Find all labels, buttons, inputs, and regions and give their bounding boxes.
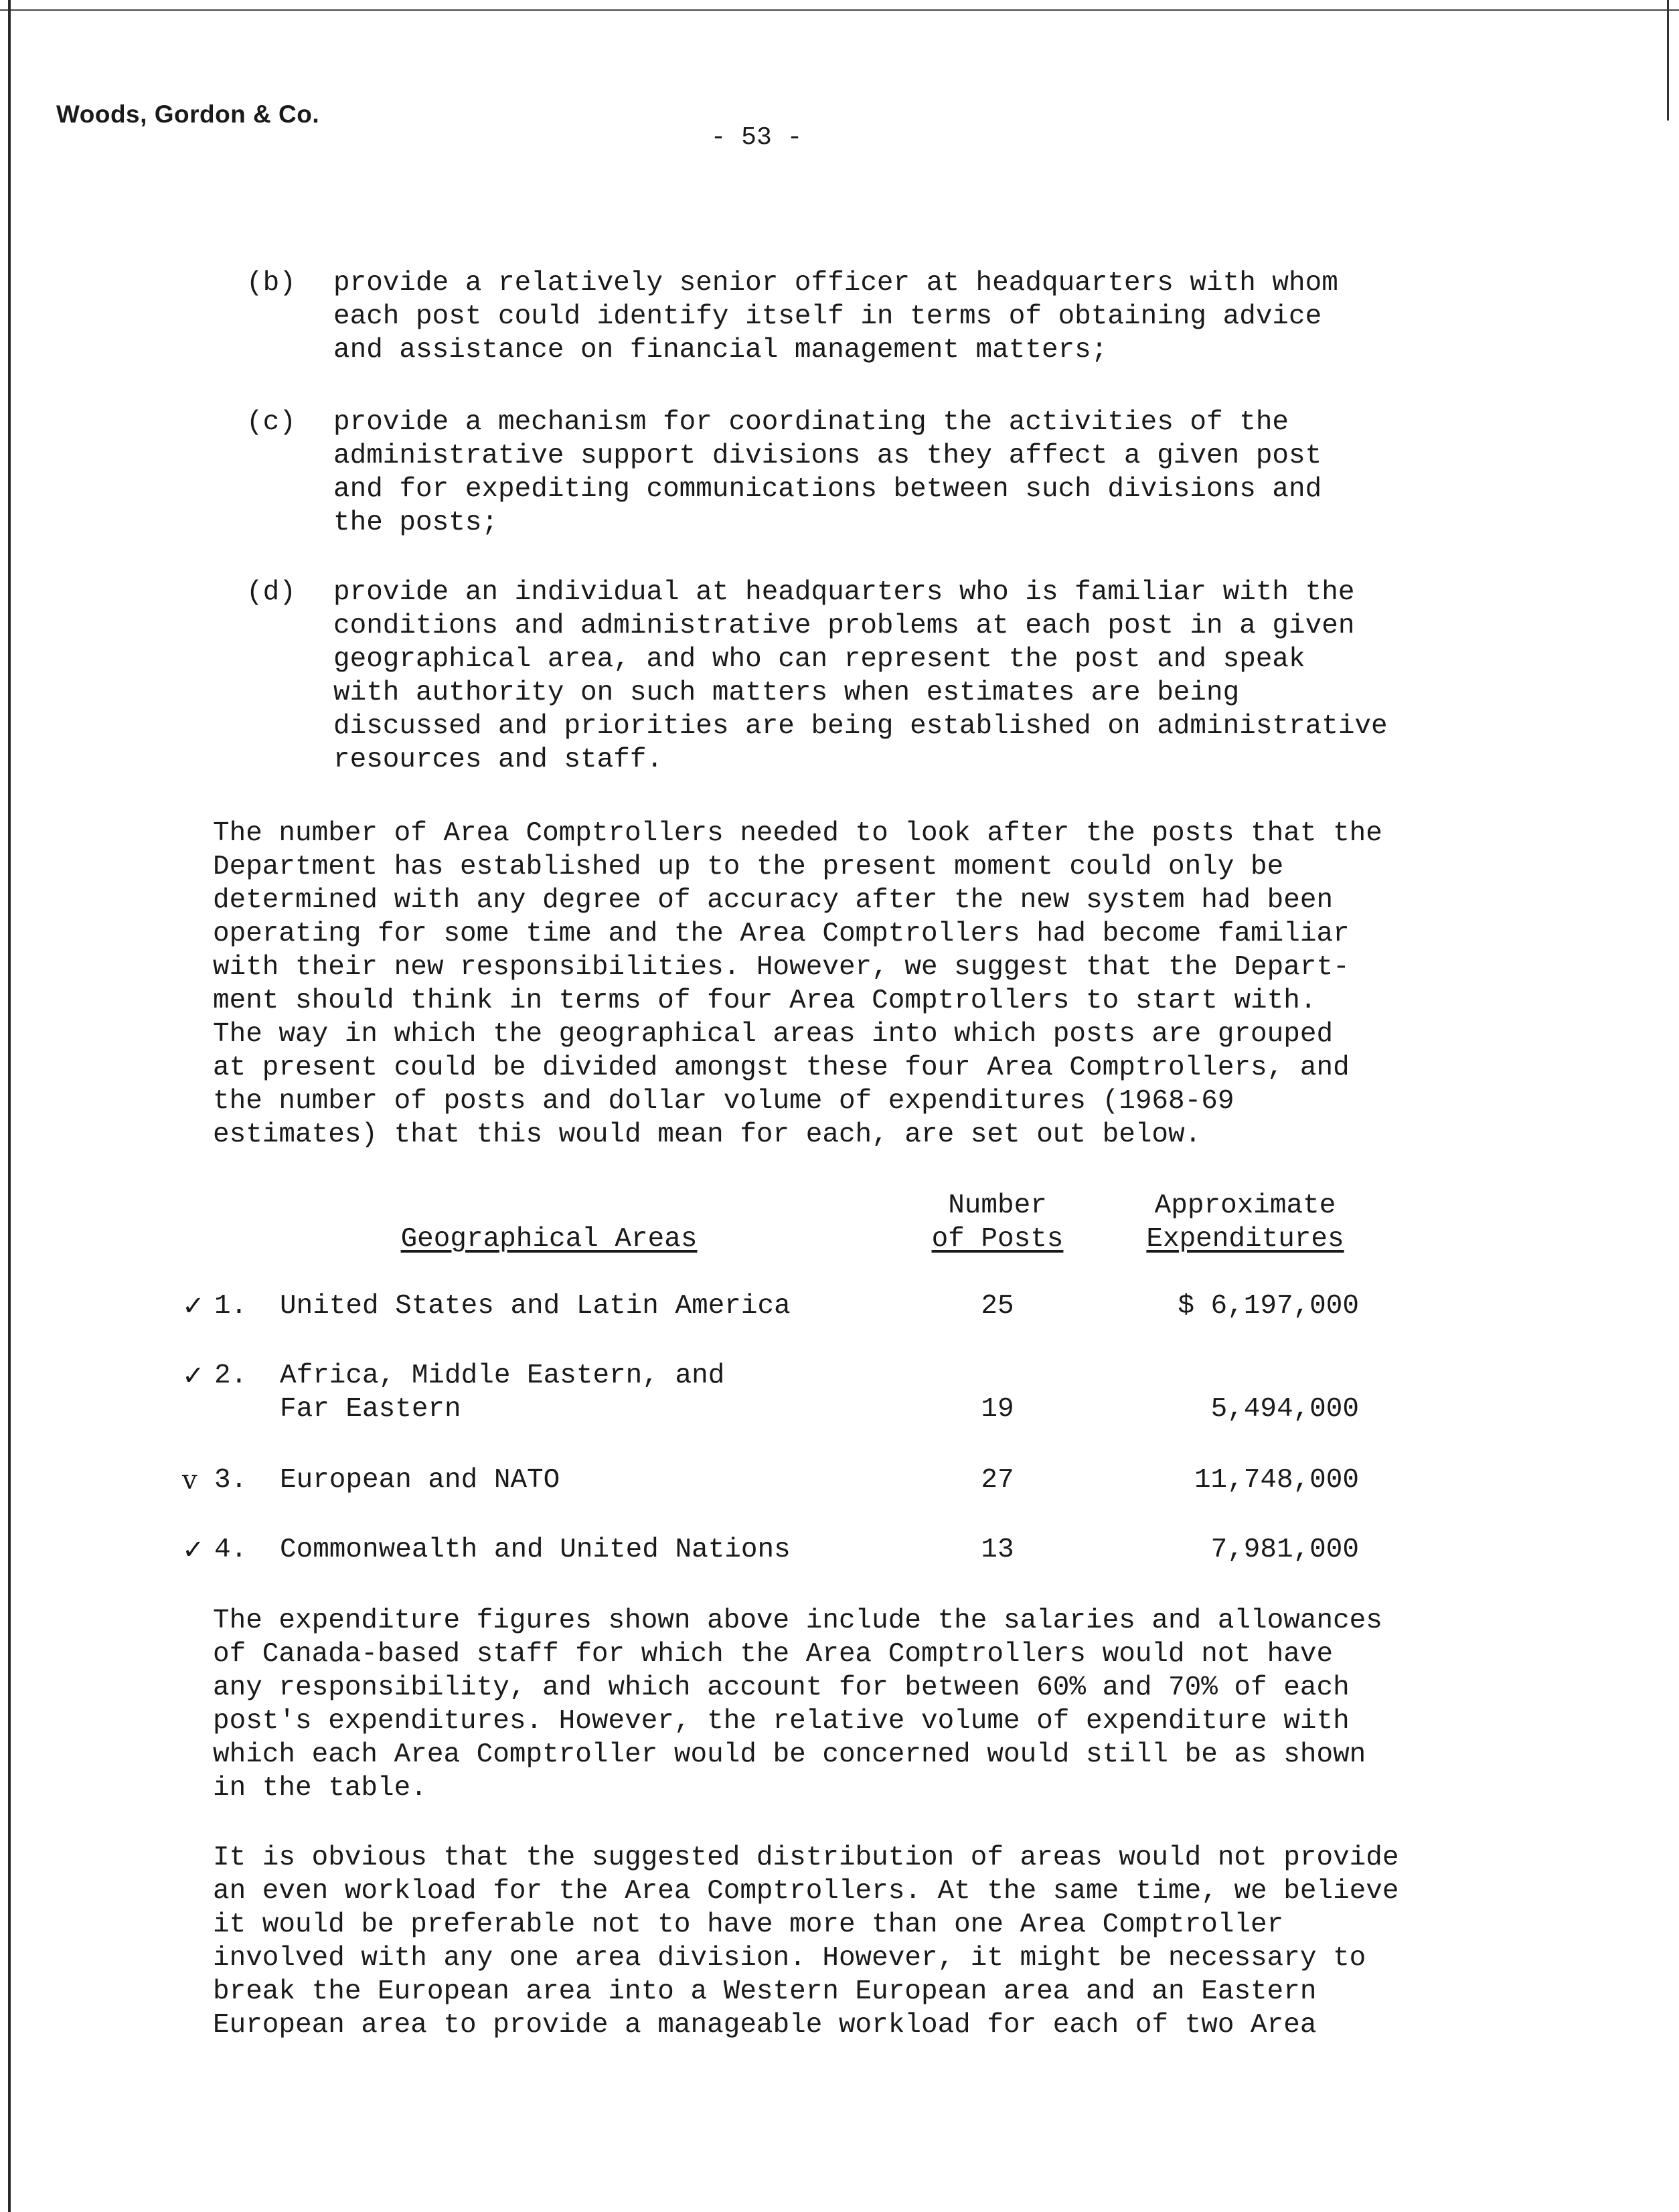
page-top-edge <box>0 0 1679 11</box>
paragraph-expenditure-note <box>213 1604 1382 1805</box>
text-line: administrative support divisions as they affect a given post <box>333 441 1322 471</box>
text-line: an even workload for the Area Comptrollers. At the same time, we believe <box>213 1876 1399 1907</box>
text-line: in the table. <box>213 1773 427 1804</box>
text-line: estimates) that this would mean for each, are set out below. <box>213 1119 1202 1150</box>
row-number: 3. <box>214 1465 248 1496</box>
expenditure-value: 7,981,000 <box>1210 1534 1359 1565</box>
text-line: It is obvious that the suggested distribution of areas would not provide <box>213 1842 1399 1873</box>
text-line: provide an individual at headquarters who is familiar with the <box>333 577 1355 608</box>
text-line: it would be preferable not to have more than one Area Comptroller <box>213 1909 1284 1940</box>
text-line: and for expediting communications between such divisions and <box>333 474 1322 505</box>
expenditure-value: 11,748,000 <box>1194 1465 1359 1496</box>
area-name: European and NATO <box>280 1465 560 1496</box>
text-line: and assistance on financial management matters; <box>333 335 1108 366</box>
text-line: The number of Area Comptrollers needed to look after the posts that the <box>213 818 1382 849</box>
column-header-posts: Number of Posts <box>931 1190 1064 1255</box>
expenditure-value: 5,494,000 <box>1210 1394 1359 1425</box>
posts-count: 25 <box>981 1291 1014 1322</box>
list-marker: (b) <box>246 268 296 299</box>
check-mark: v <box>182 1465 197 1496</box>
area-name: Commonwealth and United Nations <box>280 1534 791 1565</box>
text-line: with authority on such matters when estimates are being <box>333 678 1240 708</box>
column-header-expenditures: Approximate Expenditures <box>1146 1190 1344 1255</box>
column-header-area: Geographical Areas <box>400 1224 698 1255</box>
text-line: The way in which the geographical areas into which posts are grouped <box>213 1019 1334 1050</box>
text-line: ment should think in terms of four Area Comptrollers to start with. <box>213 985 1317 1016</box>
posts-count: 13 <box>981 1534 1014 1565</box>
page-right-edge <box>1667 0 1669 121</box>
check-mark: ✓ <box>182 1534 205 1565</box>
text-line: involved with any one area division. However, it might be necessary to <box>213 1943 1366 1974</box>
list-item-text <box>333 576 1388 777</box>
text-line: conditions and administrative problems at each post in a given <box>333 611 1355 641</box>
text-line: geographical area, and who can represent the post and speak <box>333 644 1305 675</box>
paragraph-workload <box>213 1841 1399 2042</box>
text-line: any responsibility, and which account for between 60% and 70% of each <box>213 1672 1350 1703</box>
paragraph-area-comptrollers <box>213 817 1382 1152</box>
text-line: provide a mechanism for coordinating the activities of the <box>333 407 1289 438</box>
posts-count: 27 <box>981 1465 1014 1496</box>
list-item-text <box>333 406 1322 540</box>
text-line: of Canada-based staff for which the Area Comptrollers would not have <box>213 1639 1334 1670</box>
text-line: European area to provide a manageable workload for each of two Area <box>213 2010 1317 2041</box>
expenditure-value: $ 6,197,000 <box>1178 1291 1359 1322</box>
text-line: with their new responsibilities. However, we suggest that the Depart- <box>213 952 1350 983</box>
text-line: resources and staff. <box>333 744 663 775</box>
list-item-text <box>333 266 1338 367</box>
page-left-edge <box>8 0 11 2212</box>
text-line: each post could identify itself in terms of obtaining advice <box>333 301 1322 332</box>
list-marker: (c) <box>246 407 296 438</box>
text-line: at present could be divided amongst these four Area Comptrollers, and <box>213 1052 1350 1083</box>
posts-count: 19 <box>981 1394 1014 1425</box>
row-number: 1. <box>214 1291 248 1322</box>
text-line: Department has established up to the present moment could only be <box>213 852 1284 882</box>
row-number: 2. <box>214 1360 248 1391</box>
text-line: the number of posts and dollar volume of expenditures (1968-69 <box>213 1086 1234 1117</box>
check-mark: ✓ <box>182 1291 205 1322</box>
text-line: determined with any degree of accuracy after the new system had been <box>213 885 1334 916</box>
text-line: post's expenditures. However, the relative volume of expenditure with <box>213 1706 1350 1737</box>
text-line: operating for some time and the Area Comptrollers had become familiar <box>213 919 1350 949</box>
list-marker: (d) <box>246 577 296 608</box>
text-line: discussed and priorities are being established on administrative <box>333 711 1388 742</box>
check-mark: ✓ <box>182 1360 205 1391</box>
area-name: United States and Latin America <box>280 1291 791 1322</box>
text-line: provide a relatively senior officer at headquarters with whom <box>333 268 1338 299</box>
row-number: 4. <box>214 1534 248 1565</box>
firm-name: Woods, Gordon & Co. <box>56 100 320 128</box>
area-name: Africa, Middle Eastern, and <box>280 1360 725 1391</box>
text-line: The expenditure figures shown above include the salaries and allowances <box>213 1605 1382 1636</box>
page-number: - 53 - <box>710 123 803 152</box>
text-line: the posts; <box>333 507 499 538</box>
text-line: break the European area into a Western European area and an Eastern <box>213 1976 1317 2007</box>
area-name: Far Eastern <box>280 1394 461 1425</box>
text-line: which each Area Comptroller would be concerned would still be as shown <box>213 1739 1366 1770</box>
